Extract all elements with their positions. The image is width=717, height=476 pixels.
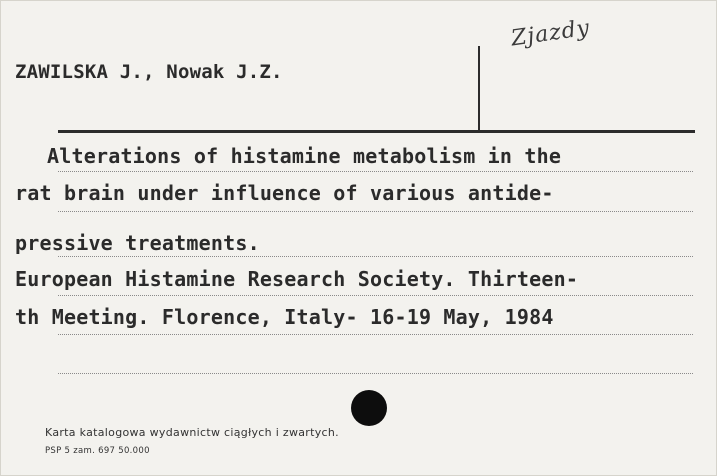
title-line-4: European Histamine Research Society. Thirteen-: [15, 267, 579, 291]
dotted-rule-4: [58, 295, 693, 296]
horizontal-rule: [58, 130, 695, 133]
title-line-1: Alterations of histamine metabolism in the: [47, 144, 562, 168]
dotted-rule-5: [58, 334, 693, 335]
dotted-rule-2: [58, 211, 693, 212]
dotted-rule-3: [58, 256, 693, 257]
authors-line: ZAWILSKA J., Nowak J.Z.: [15, 61, 283, 83]
title-line-5: th Meeting. Florence, Italy- 16-19 May, 1984: [15, 305, 554, 329]
title-line-3: pressive treatments.: [15, 231, 260, 255]
title-line-2: rat brain under influence of various antide-: [15, 181, 554, 205]
dotted-rule-1: [58, 171, 693, 172]
vertical-divider: [478, 46, 480, 132]
footer-print-code: PSP 5 zam. 697 50.000: [45, 446, 150, 456]
handwritten-note: Zjazdy: [509, 15, 592, 52]
dotted-rule-6: [58, 373, 693, 374]
filing-hole-icon: [351, 390, 387, 426]
footer-description: Karta katalogowa wydawnictw ciągłych i zwartych.: [45, 426, 339, 439]
